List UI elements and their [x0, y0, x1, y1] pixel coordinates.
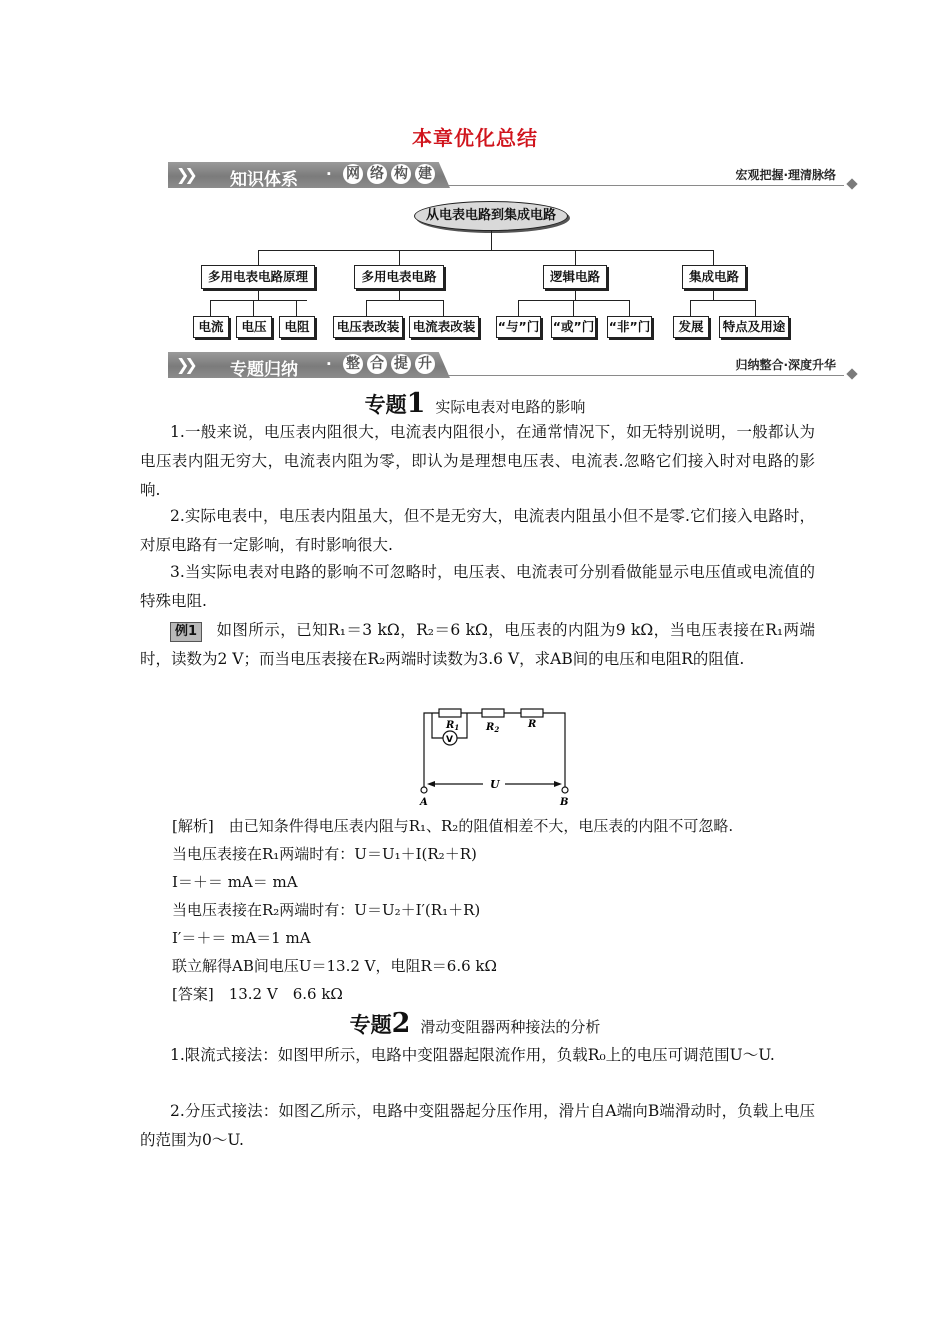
tree-node-level2: 特点及用途 — [719, 316, 789, 338]
solution-line: [解析] 由已知条件得电压表内阻与R₁、R₂的阻值相差不大，电压表的内阻不可忽略. — [172, 817, 734, 835]
tree-node-level1: 多用电表电路 — [354, 265, 444, 289]
banner-dot: · — [326, 355, 332, 373]
example-text: 如图所示，已知R₁＝3 kΩ，R₂＝6 kΩ，电压表的内阻为9 kΩ，当电压表接在R₁两端时，读数为2 V；而当电压表接在R₂两端时读数为3.6 V，求AB间的电压和电阻R的阻值. — [140, 621, 815, 668]
banner-right-caption: 归纳整合·深度升华 — [735, 358, 836, 372]
banner-label: 专题归纳 — [230, 360, 298, 380]
tree-node-level2: 电压 — [236, 316, 272, 338]
terminal-b-label: B — [560, 797, 569, 808]
banner-rule — [448, 375, 844, 376]
voltmeter-icon: V — [446, 735, 453, 745]
topic-number: 2 — [391, 1008, 411, 1039]
resistor-r1-label: $R_1$ — [446, 720, 460, 732]
banner-topic-summary — [168, 352, 858, 378]
tree-node-level2: “与”门 — [496, 316, 541, 338]
diamond-icon — [846, 368, 857, 379]
solution-line: 当电压表接在R₂两端时有：U＝U₂＋I′(R₁＋R) — [172, 901, 481, 919]
solution-line: 联立解得AB间电压U＝13.2 V，电阻R＝6.6 kΩ — [172, 957, 497, 975]
topic-number: 1 — [406, 388, 426, 419]
topic-word: 专题 — [364, 393, 407, 417]
topic-subtitle: 实际电表对电路的影响 — [435, 398, 586, 416]
resistor-r-label: R — [528, 719, 537, 730]
tree-node-level2: “或”门 — [551, 316, 596, 338]
solution-line: I＝＋＝ mA＝ mA — [172, 873, 298, 891]
tree-node-level2: 电阻 — [279, 316, 315, 338]
banner-pill: 升 — [415, 354, 435, 374]
banner-pill: 构 — [391, 164, 411, 184]
banner-dot: · — [326, 165, 332, 183]
example-paragraph — [140, 616, 815, 674]
concept-tree — [0, 0, 950, 400]
paragraph: 2.分压式接法：如图乙所示，电路中变阻器起分压作用，滑片自A端向B端滑动时，负载上电压的范围为0～U. — [140, 1102, 815, 1149]
banner-pill: 络 — [367, 164, 387, 184]
tree-root: 从电表电路到集成电路 — [414, 201, 568, 231]
solution-line: 当电压表接在R₁两端时有：U＝U₁＋I(R₂＋R) — [172, 845, 477, 863]
circuit-diagram — [415, 706, 575, 808]
resistor-r2-label: $R_2$ — [486, 722, 500, 734]
solution-line: I′＝＋＝ mA＝1 mA — [172, 929, 311, 947]
paragraph: 3.当实际电表对电路的影响不可忽略时，电压表、电流表可分别看做能显示电压值或电流值的特殊电阻. — [140, 563, 815, 610]
tree-node-level2: 发展 — [673, 316, 709, 338]
tree-node-level2: 电流表改装 — [409, 316, 479, 338]
banner-pill: 合 — [367, 354, 387, 374]
banner-pill: 网 — [343, 164, 363, 184]
topic1-heading — [0, 388, 950, 419]
tree-node-level1: 逻辑电路 — [543, 265, 607, 289]
double-chevron-icon: ❯❯ — [176, 165, 193, 184]
terminal-a-label: A — [420, 797, 428, 808]
tree-node-level2: 电压表改装 — [333, 316, 403, 338]
page-title: 本章优化总结 — [412, 126, 538, 150]
banner-right-caption: 宏观把握·理清脉络 — [735, 168, 836, 182]
paragraph: 1.一般来说，电压表内阻很大，电流表内阻很小，在通常情况下，如无特别说明，一般都认为电压表内阻无穷大，电流表内阻为零，即认为是理想电压表、电流表.忽略它们接入时对电路的影响. — [140, 423, 815, 499]
banner-pill: 整 — [343, 354, 363, 374]
paragraph: 1.限流式接法：如图甲所示，电路中变阻器起限流作用，负载R₀上的电压可调范围U～U. — [170, 1046, 775, 1064]
example-tag: 例1 — [170, 622, 202, 642]
banner-pill: 建 — [415, 164, 435, 184]
topic2-heading — [0, 1008, 950, 1039]
tree-node-level1: 多用电表电路原理 — [201, 265, 315, 289]
banner-label: 知识体系 — [230, 170, 298, 190]
tree-node-level2: 电流 — [193, 316, 229, 338]
topic-subtitle: 滑动变阻器两种接法的分析 — [420, 1018, 601, 1036]
double-chevron-icon: ❯❯ — [176, 355, 193, 374]
banner-pill: 提 — [391, 354, 411, 374]
voltage-label: U — [490, 778, 500, 791]
topic-word: 专题 — [349, 1013, 392, 1037]
tree-node-level1: 集成电路 — [682, 265, 746, 289]
tree-node-level2: “非”门 — [607, 316, 652, 338]
paragraph: 2.实际电表中，电压表内阻虽大，但不是无穷大，电流表内阻虽小但不是零.它们接入电路时，对原电路有一定影响，有时影响很大. — [140, 507, 815, 554]
answer-line: [答案] 13.2 V 6.6 kΩ — [172, 985, 343, 1003]
